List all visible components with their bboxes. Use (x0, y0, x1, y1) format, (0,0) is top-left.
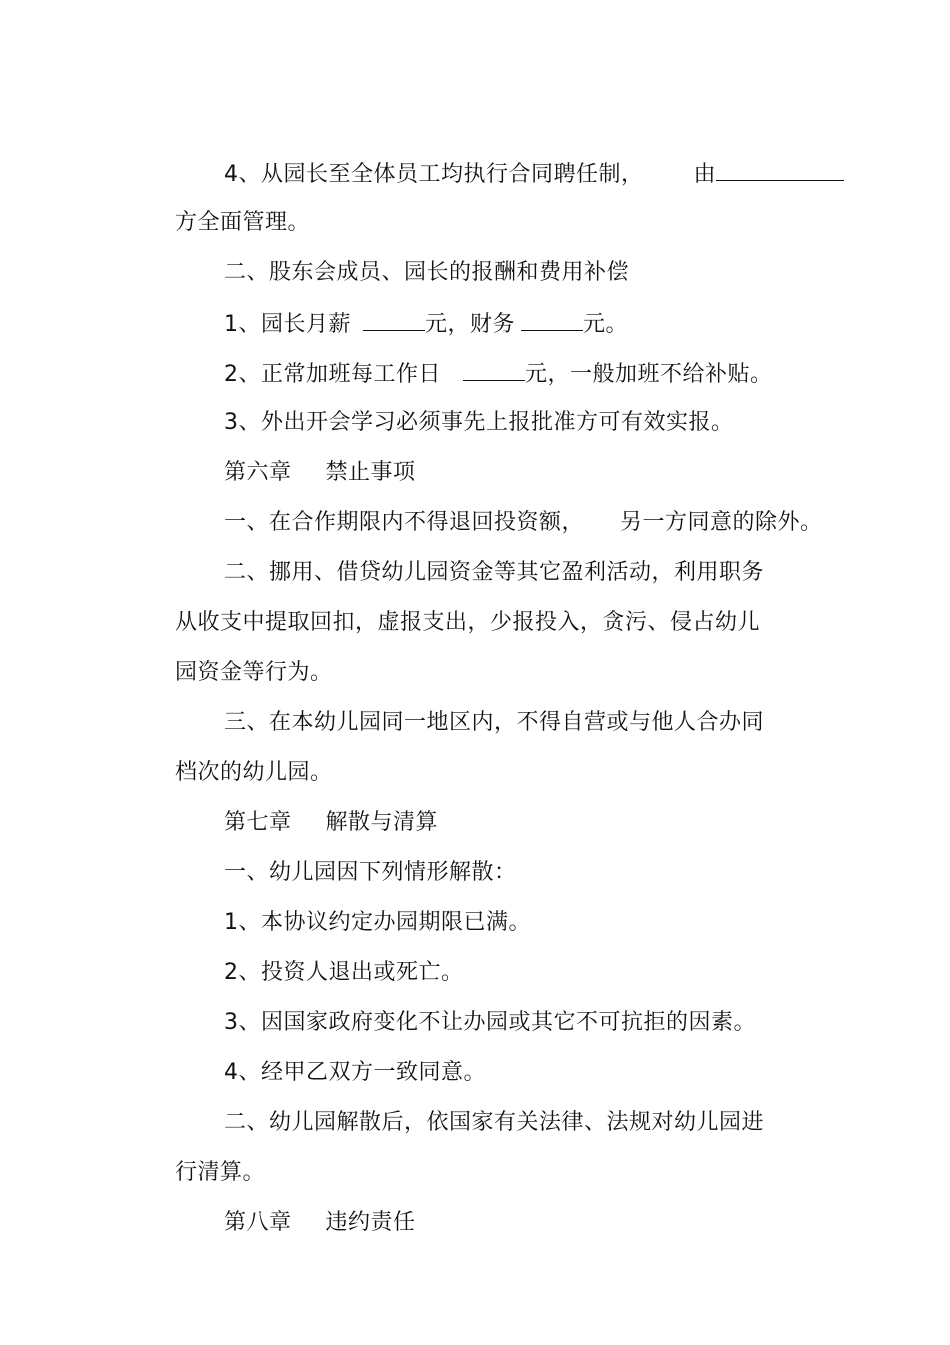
chapter-number: 第七章 (223, 810, 292, 835)
text: 一、幼儿园因下列情形解散： (223, 860, 517, 885)
text: 二、幼儿园解散后，依国家有关法律、法规对幼儿园进 (223, 1110, 764, 1135)
text: 从收支中提取回扣，虚报支出，少报投入，贪污、侵占幼儿 (174, 610, 760, 635)
text: 元，财务 (424, 312, 515, 337)
text: 1、园长月薪 (223, 312, 351, 337)
chapter-number: 第八章 (223, 1210, 292, 1235)
chapter-heading (194, 1178, 416, 1268)
text: 一、在合作期限内不得退回投资额， (223, 510, 584, 535)
text: 1、本协议约定办园期限已满。 (223, 910, 531, 935)
text: 3、外出开会学习必须事先上报批准方可有效实报。 (223, 410, 734, 435)
fill-blank (716, 158, 844, 181)
text: 二、挪用、借贷幼儿园资金等其它盈利活动，利用职务 (223, 560, 764, 585)
text: 3、因国家政府变化不让办园或其它不可抗拒的因素。 (223, 1010, 756, 1035)
text: 2、投资人退出或死亡。 (223, 960, 464, 985)
chapter-title: 禁止事项 (325, 460, 416, 485)
chapter-title: 解散与清算 (325, 810, 439, 835)
paragraph-line (194, 1078, 764, 1168)
text: 二、股东会成员、园长的报酬和费用补偿 (223, 260, 629, 285)
chapter-number: 第六章 (223, 460, 292, 485)
text: 由 (693, 162, 716, 187)
text: 三、在本幼儿园同一地区内，不得自营或与他人合办同 (223, 710, 764, 735)
text: 元，一般加班不给补贴。 (524, 362, 773, 387)
text: 档次的幼儿园。 (174, 760, 333, 785)
text: 方全面管理。 (174, 210, 310, 235)
text: 园资金等行为。 (174, 660, 333, 685)
text: 行清算。 (174, 1160, 265, 1185)
text: 另一方同意的除外。 (620, 510, 823, 535)
text: 4、从园长至全体员工均执行合同聘任制， (223, 162, 644, 187)
text: 2、正常加班每工作日 (223, 362, 441, 387)
text: 元。 (583, 312, 629, 337)
text: 4、经甲乙双方一致同意。 (223, 1060, 486, 1085)
chapter-title: 违约责任 (325, 1210, 416, 1235)
